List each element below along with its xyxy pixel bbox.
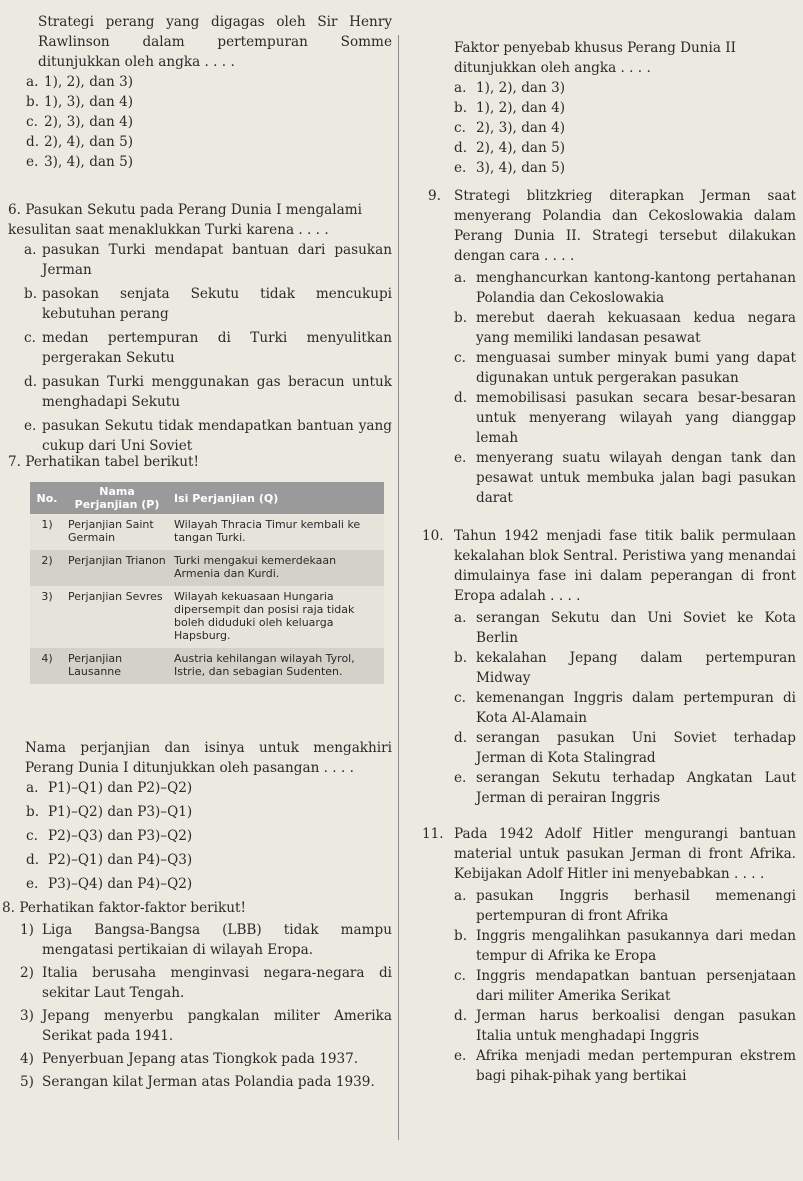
option-letter: a. (454, 80, 467, 96)
question-8 (2, 898, 392, 1092)
option-text: medan pertempuran di Turki menyulitkan pergerakan Sekutu (42, 330, 392, 366)
option-text: pasukan Turki menggunakan gas beracun untuk menghadapi Sekutu (42, 374, 392, 410)
question-number: 9. (428, 188, 441, 204)
option-letter: c. (24, 330, 36, 346)
option-text: 1), 2), dan 4) (476, 100, 566, 116)
option-letter: d. (454, 730, 468, 746)
option-letter: c. (454, 120, 466, 136)
option-letter: e. (454, 770, 467, 786)
option-text: 2), 4), dan 5) (476, 140, 566, 156)
option-c[interactable] (428, 348, 796, 388)
option-letter: c. (454, 968, 466, 984)
option-letter: b. (26, 94, 40, 110)
factor-item-5 (2, 1072, 392, 1092)
question-9 (428, 186, 796, 508)
item-number: 1) (20, 922, 34, 938)
option-letter: d. (454, 390, 468, 406)
option-text: kekalahan Jepang dalam pertempuran Midway (476, 650, 796, 686)
option-b[interactable] (8, 284, 392, 324)
option-letter: b. (454, 650, 468, 666)
option-text: P2)–Q3) dan P3)–Q2) (48, 828, 193, 844)
row-number: 2) (30, 550, 64, 586)
option-text: pasukan Turki mendapat bantuan dari pasukan Jerman (42, 242, 392, 278)
option-a[interactable] (428, 268, 796, 308)
question-number: 7. (8, 454, 21, 470)
option-letter: d. (454, 140, 468, 156)
option-text: P1)–Q1) dan P2)–Q2) (48, 780, 193, 796)
option-letter: a. (454, 888, 467, 904)
option-a[interactable] (422, 608, 796, 648)
option-b[interactable] (422, 926, 796, 966)
question-10 (422, 526, 796, 808)
question-stem: Strategi blitzkrieg diterapkan Jerman saat menyerang Polandia dan Cekoslowakia dalam Perang Dunia II. Strategi tersebut dilakukan dengan cara . . . . (454, 188, 796, 264)
option-a[interactable] (8, 72, 392, 92)
option-text: menghancurkan kantong-kantong pertahanan Polandia dan Cekoslowakia (476, 270, 796, 306)
option-text: serangan Sekutu dan Uni Soviet ke Kota Berlin (476, 610, 796, 646)
option-letter: b. (454, 928, 468, 944)
treaty-content: Wilayah Thracia Timur kembali ke tangan Turki. (170, 514, 384, 550)
option-letter: a. (26, 74, 39, 90)
item-number: 3) (20, 1008, 34, 1024)
treaty-name: Perjanjian Trianon (64, 550, 170, 586)
column-header-no: No. (30, 482, 64, 514)
option-letter: b. (454, 310, 468, 326)
option-text: serangan pasukan Uni Soviet terhadap Jerman di Kota Stalingrad (476, 730, 796, 766)
option-text: 1), 3), dan 4) (44, 94, 134, 110)
option-e[interactable] (8, 874, 392, 894)
option-text: 1), 2), dan 3) (476, 80, 566, 96)
option-e[interactable] (428, 448, 796, 508)
row-number: 3) (30, 586, 64, 648)
option-c[interactable] (8, 112, 392, 132)
treaty-content: Wilayah kekuasaan Hungaria dipersempit dan posisi raja tidak boleh diduduki oleh keluarga Hapsburg. (170, 586, 384, 648)
option-text: P1)–Q2) dan P3)–Q1) (48, 804, 193, 820)
option-d[interactable] (8, 372, 392, 412)
question-stem: Tahun 1942 menjadi fase titik balik permulaan kekalahan blok Sentral. Peristiwa yang menandai dimulainya fase ini dalam peperangan di front Eropa adalah . . . . (454, 528, 796, 604)
option-text: 3), 4), dan 5) (476, 160, 566, 176)
option-text: 2), 4), dan 5) (44, 134, 134, 150)
option-letter: b. (24, 286, 38, 302)
option-e[interactable] (422, 768, 796, 808)
option-text: pasukan Sekutu tidak mendapatkan bantuan yang cukup dari Uni Soviet (42, 418, 392, 454)
option-b[interactable] (8, 92, 392, 112)
table-row (30, 514, 384, 550)
option-c[interactable] (8, 826, 392, 846)
option-d[interactable] (454, 138, 796, 158)
option-text: serangan Sekutu terhadap Angkatan Laut Jerman di perairan Inggris (476, 770, 796, 806)
option-d[interactable] (422, 1006, 796, 1046)
option-letter: c. (26, 828, 38, 844)
option-letter: d. (454, 1008, 468, 1024)
question-number: 6. (8, 202, 21, 218)
option-e[interactable] (454, 158, 796, 178)
option-letter: e. (24, 418, 37, 434)
option-c[interactable] (454, 118, 796, 138)
question-stem: Faktor penyebab khusus Perang Dunia II ditunjukkan oleh angka . . . . (454, 40, 737, 76)
item-number: 2) (20, 965, 34, 981)
table-row (30, 586, 384, 648)
option-c[interactable] (8, 328, 392, 368)
option-text: pasokan senjata Sekutu tidak mencukupi kebutuhan perang (42, 286, 392, 322)
question-number: 11. (422, 826, 444, 842)
option-letter: b. (454, 100, 468, 116)
option-d[interactable] (8, 132, 392, 152)
option-text: pasukan Inggris berhasil memenangi pertempuran di front Afrika (476, 888, 796, 924)
item-number: 5) (20, 1074, 34, 1090)
option-a[interactable] (8, 778, 392, 798)
option-letter: a. (454, 270, 467, 286)
question-number: 10. (422, 528, 444, 544)
column-header-content: Isi Perjanjian (Q) (170, 482, 384, 514)
option-letter: a. (26, 780, 39, 796)
option-b[interactable] (454, 98, 796, 118)
option-text: P2)–Q1) dan P4)–Q3) (48, 852, 193, 868)
question-stem: Pasukan Sekutu pada Perang Dunia I mengalami kesulitan saat menaklukkan Turki karena . . . . (8, 202, 362, 238)
option-text: Inggris mendapatkan bantuan persenjataan dari militer Amerika Serikat (476, 968, 796, 1004)
option-text: merebut daerah kekuasaan kedua negara yang memiliki landasan pesawat (476, 310, 796, 346)
option-letter: e. (454, 160, 467, 176)
factor-item-2 (2, 963, 392, 1003)
option-d[interactable] (8, 850, 392, 870)
factor-item-4 (2, 1049, 392, 1069)
table-row (30, 550, 384, 586)
item-text: Italia berusaha menginvasi negara-negara di sekitar Laut Tengah. (42, 965, 392, 1001)
option-letter: d. (26, 852, 40, 868)
option-d[interactable] (428, 388, 796, 448)
option-d[interactable] (422, 728, 796, 768)
option-text: Jerman harus berkoalisi dengan pasukan Italia untuk menghadapi Inggris (476, 1008, 796, 1044)
option-letter: d. (24, 374, 38, 390)
option-letter: e. (454, 1048, 467, 1064)
option-text: 2), 3), dan 4) (476, 120, 566, 136)
option-letter: c. (454, 350, 466, 366)
option-letter: e. (26, 876, 39, 892)
option-text: Inggris mengalihkan pasukannya dari medan tempur di Afrika ke Eropa (476, 928, 796, 964)
item-text: Penyerbuan Jepang atas Tiongkok pada 1937. (42, 1051, 359, 1067)
treaty-content: Turki mengakui kemerdekaan Armenia dan Kurdi. (170, 550, 384, 586)
question-stem: Pada 1942 Adolf Hitler mengurangi bantuan material untuk pasukan Jerman di front Afrika. Kebijakan Adolf Hitler ini menyebabkan . . . . (454, 826, 796, 882)
question-stem: Perhatikan tabel berikut! (25, 454, 199, 470)
question-text: Nama perjanjian dan isinya untuk mengakhiri Perang Dunia I ditunjukkan oleh pasangan . . . . (25, 740, 392, 776)
table-header-row (30, 482, 384, 514)
row-number: 1) (30, 514, 64, 550)
option-text: memobilisasi pasukan secara besar-besaran untuk menyerang wilayah yang dianggap lemah (476, 390, 796, 446)
table-row (30, 648, 384, 684)
question-5 (26, 12, 392, 172)
option-a[interactable] (8, 240, 392, 280)
option-b[interactable] (428, 308, 796, 348)
option-letter: a. (454, 610, 467, 626)
option-e[interactable] (8, 152, 392, 172)
option-c[interactable] (422, 688, 796, 728)
option-b[interactable] (422, 648, 796, 688)
option-text: 1), 2), dan 3) (44, 74, 134, 90)
option-letter: e. (454, 450, 467, 466)
option-text: menguasai sumber minyak bumi yang dapat digunakan untuk pergerakan pasukan (476, 350, 796, 386)
option-letter: c. (454, 690, 466, 706)
option-letter: b. (26, 804, 40, 820)
option-a[interactable] (454, 78, 796, 98)
treaty-name: Perjanjian Saint Germain (64, 514, 170, 550)
option-e[interactable] (8, 416, 392, 456)
row-number: 4) (30, 648, 64, 684)
item-text: Liga Bangsa-Bangsa (LBB) tidak mampu mengatasi pertikaian di wilayah Eropa. (42, 922, 392, 958)
option-letter: d. (26, 134, 40, 150)
question-7-body (25, 738, 392, 894)
treaty-table (30, 482, 384, 684)
option-letter: c. (26, 114, 38, 130)
item-number: 4) (20, 1051, 34, 1067)
question-stem: Strategi perang yang digagas oleh Sir Henry Rawlinson dalam pertempuran Somme ditunjukkan oleh angka . . . . (38, 14, 392, 70)
option-text: 3), 4), dan 5) (44, 154, 134, 170)
treaty-name: Perjanjian Sevres (64, 586, 170, 648)
item-text: Jepang menyerbu pangkalan militer Amerika Serikat pada 1941. (42, 1008, 392, 1044)
question-8-continued (454, 38, 796, 178)
option-letter: a. (24, 242, 37, 258)
question-number: 8. (2, 900, 15, 916)
item-text: Serangan kilat Jerman atas Polandia pada 1939. (42, 1074, 375, 1090)
option-text: kemenangan Inggris dalam pertempuran di Kota Al-Alamain (476, 690, 796, 726)
column-header-name: Nama Perjanjian (P) (64, 482, 170, 514)
question-7 (8, 452, 392, 472)
question-11 (422, 824, 796, 1086)
question-6 (8, 200, 392, 456)
treaty-content: Austria kehilangan wilayah Tyrol, Istrie, dan sebagian Sudenten. (170, 648, 384, 684)
factor-item-3 (2, 1006, 392, 1046)
column-divider (398, 35, 399, 1140)
treaty-name: Perjanjian Lausanne (64, 648, 170, 684)
option-b[interactable] (8, 802, 392, 822)
option-text: Afrika menjadi medan pertempuran ekstrem bagi pihak-pihak yang bertikai (476, 1048, 796, 1084)
factor-item-1 (2, 920, 392, 960)
option-c[interactable] (422, 966, 796, 1006)
option-a[interactable] (422, 886, 796, 926)
option-text: 2), 3), dan 4) (44, 114, 134, 130)
question-stem: Perhatikan faktor-faktor berikut! (19, 900, 246, 916)
option-letter: e. (26, 154, 39, 170)
option-text: menyerang suatu wilayah dengan tank dan pesawat untuk membuka jalan bagi pasukan darat (476, 450, 796, 506)
option-text: P3)–Q4) dan P4)–Q2) (48, 876, 193, 892)
option-e[interactable] (422, 1046, 796, 1086)
